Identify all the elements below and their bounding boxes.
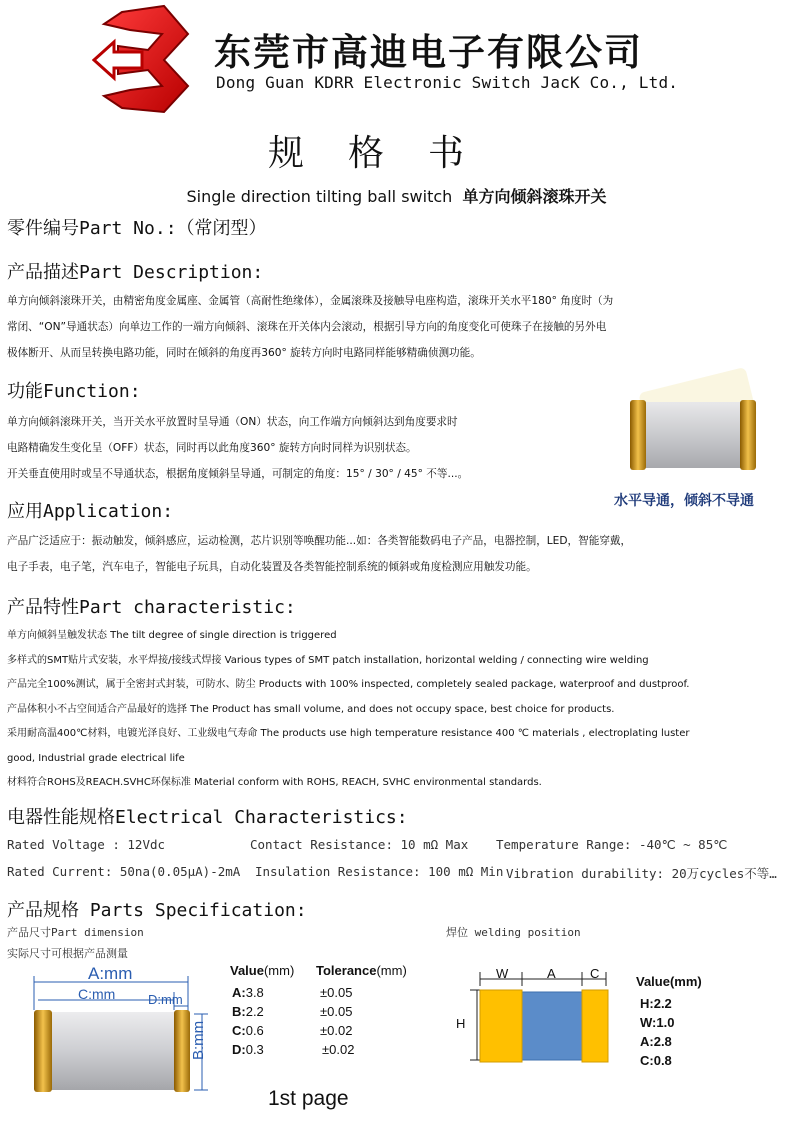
function-heading (7, 377, 141, 403)
part-no-label: 零件编号Part No.: (7, 218, 177, 239)
tilted-switch-image (620, 362, 770, 480)
temperature-range: Temperature Range: -40℃ ~ 85℃ (496, 837, 728, 852)
characteristic-body (7, 624, 689, 796)
dimension-value-header: Value(mm) (230, 963, 295, 978)
characteristic-line: 产品体积小不占空间适合产品最好的选择 The Product has small volume, and does not occupy space, best choice for products. (7, 703, 615, 715)
dim-label-a: A:mm (88, 964, 133, 983)
pad-value-list (640, 994, 674, 1070)
specification-heading (7, 896, 307, 922)
dim-label-b: B:mm (190, 1020, 207, 1060)
dim-label-c: C:mm (78, 986, 116, 1002)
dimension-row-d: D:0.3 (232, 1042, 264, 1057)
characteristic-line: 产品完全100%测试，属于全密封式封装，可防水、防尘 Products with 100% inspected, completely sealed package, waterproof and dustproof. (7, 679, 690, 690)
rated-voltage: Rated Voltage : 12Vdc (7, 837, 166, 852)
function-line: 电路精确发生变化呈（OFF）状态，同时再以此角度360° 旋转方向时同样为识别状态。 (7, 442, 417, 454)
tolerance-a: ±0.05 (320, 985, 353, 1000)
description-heading-en: Part Description: (79, 262, 264, 283)
characteristic-heading-en: Part characteristic: (79, 597, 296, 618)
dimension-note: 实际尺寸可根据产品测量 (7, 947, 128, 960)
characteristic-line: 材料符合ROHS及REACH.SVHC环保标准 Material conform with ROHS, REACH, SVHC environmental standards. (7, 777, 542, 788)
welding-position-label: 焊位 welding position (446, 926, 581, 939)
function-line: 单方向倾斜滚珠开关，当开关水平放置时呈导通（ON）状态，向工作端方向倾斜达到角度要求时 (7, 416, 458, 428)
dimension-tolerance-list (320, 983, 354, 1059)
company-logo (92, 4, 190, 116)
application-line: 产品广泛适应于：振动触发，倾斜感应，运动检测，芯片识别等唤醒功能...如：各类智能数码电子产品，电器控制，LED，智能穿戴， (7, 535, 632, 547)
company-name-en: Dong Guan KDRR Electronic Switch JacK Co., Ltd. (216, 73, 679, 92)
pad-label-h: H (456, 1016, 466, 1031)
tolerance-d: ±0.02 (322, 1042, 355, 1057)
company-name-cn: 东莞市高迪电子有限公司 (214, 31, 643, 74)
electrical-heading-en: Electrical Characteristics: (115, 807, 408, 828)
characteristic-line: 采用耐高温400℃材料，电镀光泽良好、工业级电气寿命 The products use high temperature resistance 400 ℃ materials , electroplating luster (7, 728, 690, 739)
characteristic-heading-cn: 产品特性 (7, 597, 79, 618)
application-heading-cn: 应用 (7, 501, 43, 522)
function-heading-cn: 功能 (7, 381, 43, 402)
description-line: 极体断开、从而呈转换电路功能，同时在倾斜的角度再360° 旋转方向时电路同样能够精确侦测功能。 (7, 347, 481, 359)
dimension-row-b: B:2.2 (232, 1004, 264, 1019)
document-title: 规格书 (268, 133, 509, 174)
dimension-row-a: A:3.8 (232, 985, 264, 1000)
description-line: 常闭、“ON”导通状态）向单边工作的一端方向倾斜、滚珠在开关体内会滚动，根据引导方向的角度变化可使珠子在接触的另外电 (7, 321, 607, 333)
function-heading-en: Function: (43, 381, 141, 402)
page-number: 1st page (268, 1087, 349, 1110)
specification-heading-en: Parts Specification: (79, 900, 307, 921)
function-image-caption: 水平导通，倾斜不导通 (614, 493, 754, 509)
pad-label-c: C (590, 966, 600, 981)
pad-value-w: W:1.0 (640, 1015, 675, 1030)
pad-value-c: C:0.8 (640, 1053, 672, 1068)
description-heading (7, 258, 263, 284)
vibration-durability: Vibration durability: 20万cycles不等… (506, 866, 777, 881)
electrical-heading-cn: 电器性能规格 (7, 807, 115, 828)
dim-label-d: D:mm (148, 992, 183, 1007)
contact-resistance: Contact Resistance: 10 mΩ Max (250, 837, 469, 852)
characteristic-heading (7, 593, 296, 619)
characteristic-line: 单方向倾斜呈触发状态 The tilt degree of single direction is triggered (7, 630, 337, 641)
pad-label-w: W (496, 966, 509, 981)
part-dimension-label: 产品尺寸Part dimension (7, 926, 144, 939)
tolerance-b: ±0.05 (320, 1004, 353, 1019)
part-no-line (7, 214, 267, 240)
application-line: 电子手表，电子笔，汽车电子，智能电子玩具，自动化装置及各类智能控制系统的倾斜或角度检测应用触发功能。 (7, 561, 537, 573)
subtitle-cn: 单方向倾斜滚珠开关 (462, 187, 607, 206)
characteristic-line: good, Industrial grade electrical life (7, 752, 185, 764)
dimension-value-list (232, 983, 264, 1059)
pad-value-header: Value(mm) (636, 974, 702, 989)
characteristic-line: 多样式的SMT贴片式安装，水平焊接/接线式焊接 Various types of SMT patch installation, horizontal welding / connecting wire welding (7, 654, 649, 666)
dimension-row-c: C:0.6 (232, 1023, 264, 1038)
electrical-heading (7, 803, 408, 829)
description-body (7, 288, 613, 366)
subtitle-en: Single direction tilting ball switch (186, 187, 453, 206)
pad-label-a: A (547, 966, 556, 981)
specification-heading-cn: 产品规格 (7, 900, 79, 921)
product-subtitle (0, 184, 793, 207)
function-line: 开关垂直使用时或呈不导通状态，根据角度倾斜呈导通，可制定的角度：15° / 30° / 45° 不等...。 (7, 468, 469, 480)
insulation-resistance: Insulation Resistance: 100 mΩ Min (255, 864, 504, 879)
application-heading-en: Application: (43, 501, 174, 522)
description-heading-cn: 产品描述 (7, 262, 79, 283)
description-line: 单方向倾斜滚珠开关，由精密角度金属座、金属管（高耐性绝缘体），金属滚珠及接触导电座构造，滚珠开关水平180° 角度时（为 (7, 295, 614, 307)
pad-value-a: A:2.8 (640, 1034, 672, 1049)
application-heading (7, 497, 173, 523)
tolerance-c: ±0.02 (320, 1023, 353, 1038)
part-no-value: （常闭型） (176, 218, 267, 239)
dimension-tolerance-header: Tolerance(mm) (316, 963, 407, 978)
application-body (7, 528, 631, 580)
function-body (7, 409, 468, 487)
rated-current: Rated Current: 50na(0.05μA)-2mA (7, 864, 241, 879)
pad-value-h: H:2.2 (640, 996, 672, 1011)
